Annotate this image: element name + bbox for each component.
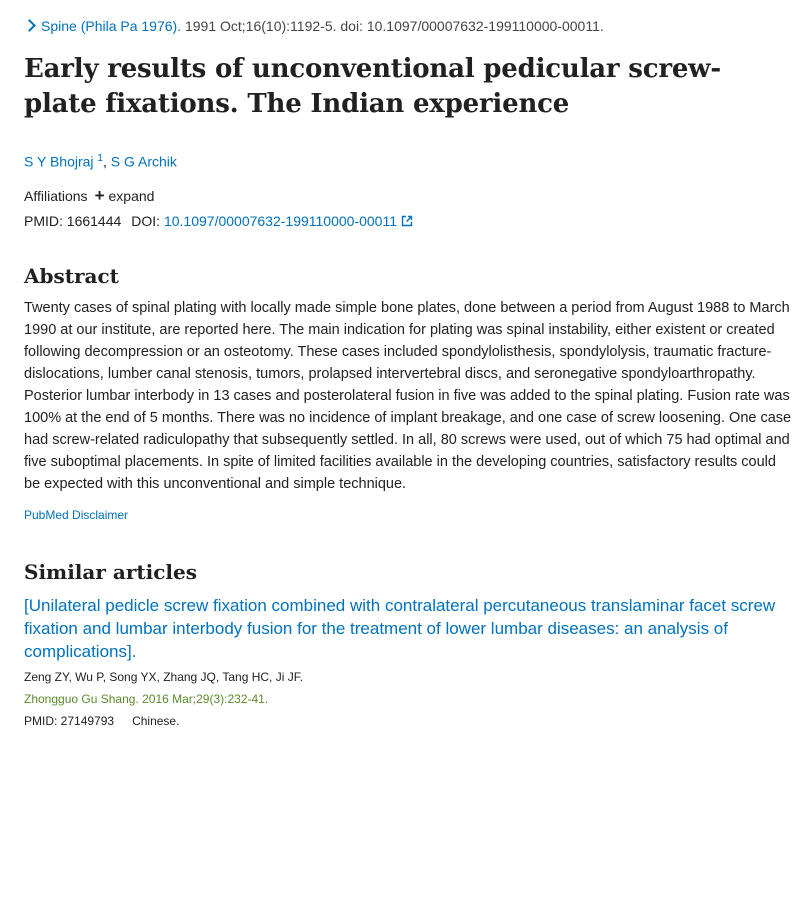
article-title: Early results of unconventional pedicular screw-plate fixations. The Indian experience — [24, 54, 721, 119]
similar-article-pmid: 27149793 — [60, 713, 115, 728]
citation-details: 1991 Oct;16(10):1192-5. doi: 10.1097/00007632-199110000-00011. — [181, 18, 604, 34]
similar-article-journal: Zhongguo Gu Shang. 2016 Mar;29(3):232-41. — [24, 691, 269, 706]
similar-article-pmid-label: PMID: — [24, 713, 61, 728]
author-list — [24, 149, 792, 172]
affiliations-label: Affiliations — [24, 187, 88, 204]
doi-link[interactable]: 10.1097/00007632-199110000-00011 — [163, 212, 398, 229]
pmid-label: PMID: — [24, 212, 67, 229]
similar-article-authors: Zeng ZY, Wu P, Song YX, Zhang JQ, Tang HC, Ji JF. — [24, 669, 304, 684]
affiliations-row[interactable] — [24, 186, 792, 206]
pubmed-disclaimer-link[interactable]: PubMed Disclaimer — [24, 507, 129, 522]
similar-article-title-link[interactable]: [Unilateral pedicle screw fixation combined with contralateral percutaneous translaminar facet screw fixation and lumbar interbody fusion for the treatment of lower lumbar diseases: an analysis of complications]. — [24, 595, 776, 661]
citation-line — [24, 17, 792, 35]
similar-article-language: Chinese. — [132, 713, 180, 728]
similar-article-item — [24, 594, 792, 729]
affiliation-sup[interactable]: 1 — [97, 153, 103, 164]
external-link-icon[interactable] — [401, 215, 413, 227]
plus-icon[interactable]: + — [94, 185, 105, 205]
similar-article-pmid-row — [24, 713, 792, 729]
identifiers-row — [24, 211, 792, 231]
expand-toggle[interactable]: expand — [108, 187, 155, 204]
journal-link[interactable]: Spine (Phila Pa 1976). — [41, 18, 182, 34]
doi-label: DOI: — [131, 212, 164, 229]
article-page — [0, 17, 800, 729]
abstract-heading: Abstract — [24, 263, 119, 288]
abstract-body — [24, 297, 794, 495]
author-link-bhojraj[interactable]: S Y Bhojraj — [24, 153, 94, 170]
chevron-right-icon — [23, 19, 36, 32]
author-link-archik[interactable]: S G Archik — [110, 153, 177, 170]
pmid-value: 1661444 — [66, 212, 122, 229]
author-separator: , — [102, 153, 111, 170]
abstract-text: Twenty cases of spinal plating with locally made simple bone plates, done between a period from August 1988 to March 1990 at our institute, are reported here. The main indication for plating was spinal instability, either existent or created following decompression or an osteotomy. These cases included spondylolisthesis, spondylolysis, traumatic fracture-dislocations, lumber canal stenosis, tumors, prolapsed intervertebral discs, and seronegative spondyloarthropathy. Posterior lumbar interbody in 13 cases and posterolateral fusion in five was added to the spinal plating. Fusion rate was 100% at the end of 5 months. There was no incidence of implant breakage, and one case of screw loosening. One case had screw-related radiculopathy that subsequently settled. In all, 80 screws were used, out of which 75 had optimal and five suboptimal placements. In spite of limited facilities available in the developing countries, satisfactory results could be expected with this unconventional and simple technique. — [24, 299, 792, 492]
disclaimer-row — [24, 507, 792, 523]
similar-articles-heading: Similar articles — [24, 559, 197, 584]
